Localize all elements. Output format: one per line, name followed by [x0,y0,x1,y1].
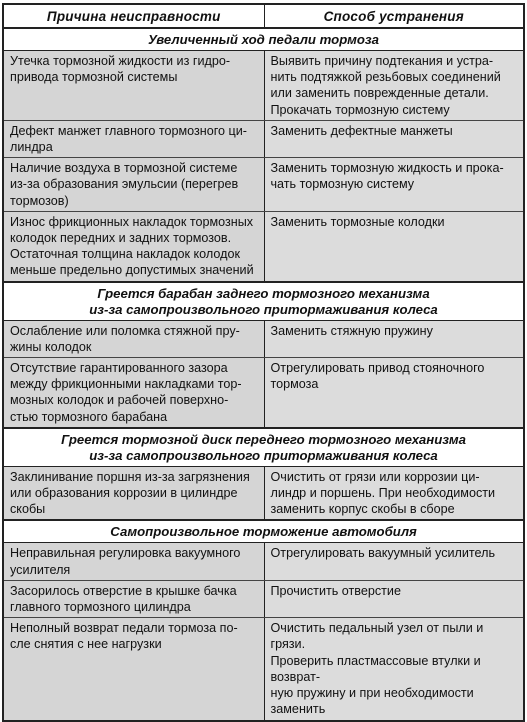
remedy-cell [264,158,524,212]
remedy-line: Выявить причину подтекания и устра- [270,54,494,68]
cause-line: линдра [10,140,53,155]
cause-cell [3,320,264,357]
cause-cell [3,158,264,212]
remedy-cell [264,358,524,428]
section-title-line: Греется барабан заднего тормозного механизма [97,285,430,301]
cause-cell [3,543,264,580]
section-title [3,520,524,543]
cause-line: тормозов) [10,193,69,208]
cause-line: или образования коррозии в цилиндре [10,486,238,501]
cause-line: Остаточная толщина накладок колодок [10,247,240,262]
section-title [3,282,524,321]
section-header-row [3,428,524,467]
cause-line: Наличие воздуха в тормозной системе [10,161,238,176]
troubleshooting-table [2,3,525,722]
section-title-line: из-за самопроизвольного притормаживания колеса [89,301,438,317]
table-row [3,466,524,520]
cause-cell [3,618,264,721]
table-row [3,120,524,157]
table-row [3,543,524,580]
cause-line: Неполный возврат педали тормоза по- [10,621,238,636]
remedy-line: нить подтяжкой резьбовых соединений [270,70,501,85]
section-header-row [3,520,524,543]
table-row [3,158,524,212]
remedy-line: Отрегулировать привод стояночного [270,361,485,376]
cause-line: Неправильная регулировка вакуумного [10,546,241,561]
remedy-line: Заменить тормозные колодки [270,214,445,229]
section-title-line: Греется тормозной диск переднего тормозного механизма [61,431,466,447]
section-title [3,28,524,51]
remedy-cell [264,580,524,617]
cause-cell [3,211,264,281]
cause-line: колодок передних и задних тормозов. [10,231,232,246]
cause-line: стью тормозного барабана [10,409,168,424]
remedy-line: чать тормозную систему [270,177,415,192]
table-row [3,618,524,721]
remedy-line: линдр и поршень. При необходимости [270,486,496,501]
remedy-cell [264,543,524,580]
table-row [3,320,524,357]
cause-line: мозных колодок и рабочей поверхно- [10,393,229,408]
remedy-line: тормоза [270,377,319,392]
cause-line: Засорилось отверстие в крышке бачка [10,583,237,598]
cause-line: Ослабление или поломка стяжной пру- [10,323,240,338]
remedy-line: Прочистить отверстие [270,583,401,598]
table-body [3,28,524,721]
remedy-line: Очистить педальный узел от пыли и грязи. [270,621,484,652]
table-row [3,358,524,428]
section-header-row [3,28,524,51]
section-title-line: из-за самопроизвольного притормаживания колеса [89,447,438,463]
cause-line: Отсутствие гарантированного зазора [10,361,228,376]
cause-cell [3,466,264,520]
remedy-line: Прокачать тормозную систему [270,102,450,117]
remedy-line: ную пружину и при необходимости заменить [270,686,474,717]
remedy-line: Отрегулировать вакуумный усилитель [270,546,496,561]
cause-line: скобы [10,502,46,517]
cause-line: сле снятия с нее нагрузки [10,637,162,652]
cause-cell [3,120,264,157]
cause-line: Дефект манжет главного тормозного ци- [10,123,247,138]
cause-line: меньше предельно допустимых значений [10,263,254,278]
cause-line: главного тормозного цилиндра [10,600,191,615]
cause-line: усилителя [10,562,71,577]
cause-line: Утечка тормозной жидкости из гидро- [10,54,231,68]
remedy-line: Заменить тормозную жидкость и прока- [270,161,504,176]
remedy-cell [264,51,524,121]
table-row [3,580,524,617]
section-title-line: Увеличенный ход педали тормоза [148,32,379,47]
header-row [3,4,524,28]
remedy-line: заменить корпус скобы в сборе [270,502,455,517]
remedy-cell [264,618,524,721]
table-row [3,211,524,281]
section-title [3,428,524,467]
cause-line: из-за образования эмульсии (перегрев [10,177,239,192]
cause-cell [3,358,264,428]
cause-line: Заклинивание поршня из-за загрязнения [10,469,250,484]
remedy-line: Заменить стяжную пружину [270,323,433,338]
remedy-cell [264,120,524,157]
remedy-line: Заменить дефектные манжеты [270,123,453,138]
remedy-line: Проверить пластмассовые втулки и возврат- [270,653,481,684]
header-remedy: Способ устранения [264,4,524,28]
cause-line: привода тормозной системы [10,70,178,85]
header-cause: Причина неисправности [3,4,264,28]
remedy-cell [264,211,524,281]
cause-line: жины колодок [10,339,92,354]
cause-cell [3,580,264,617]
cause-line: Износ фрикционных накладок тормозных [10,214,254,229]
remedy-line: или заменить поврежденные детали. [270,86,489,101]
section-header-row [3,282,524,321]
cause-cell [3,51,264,121]
remedy-cell [264,466,524,520]
section-title-line: Самопроизвольное торможение автомобиля [110,524,417,540]
remedy-line: Очистить от грязи или коррозии ци- [270,469,480,484]
remedy-cell [264,320,524,357]
table-row [3,51,524,121]
cause-line: между фрикционными накладками тор- [10,377,242,392]
